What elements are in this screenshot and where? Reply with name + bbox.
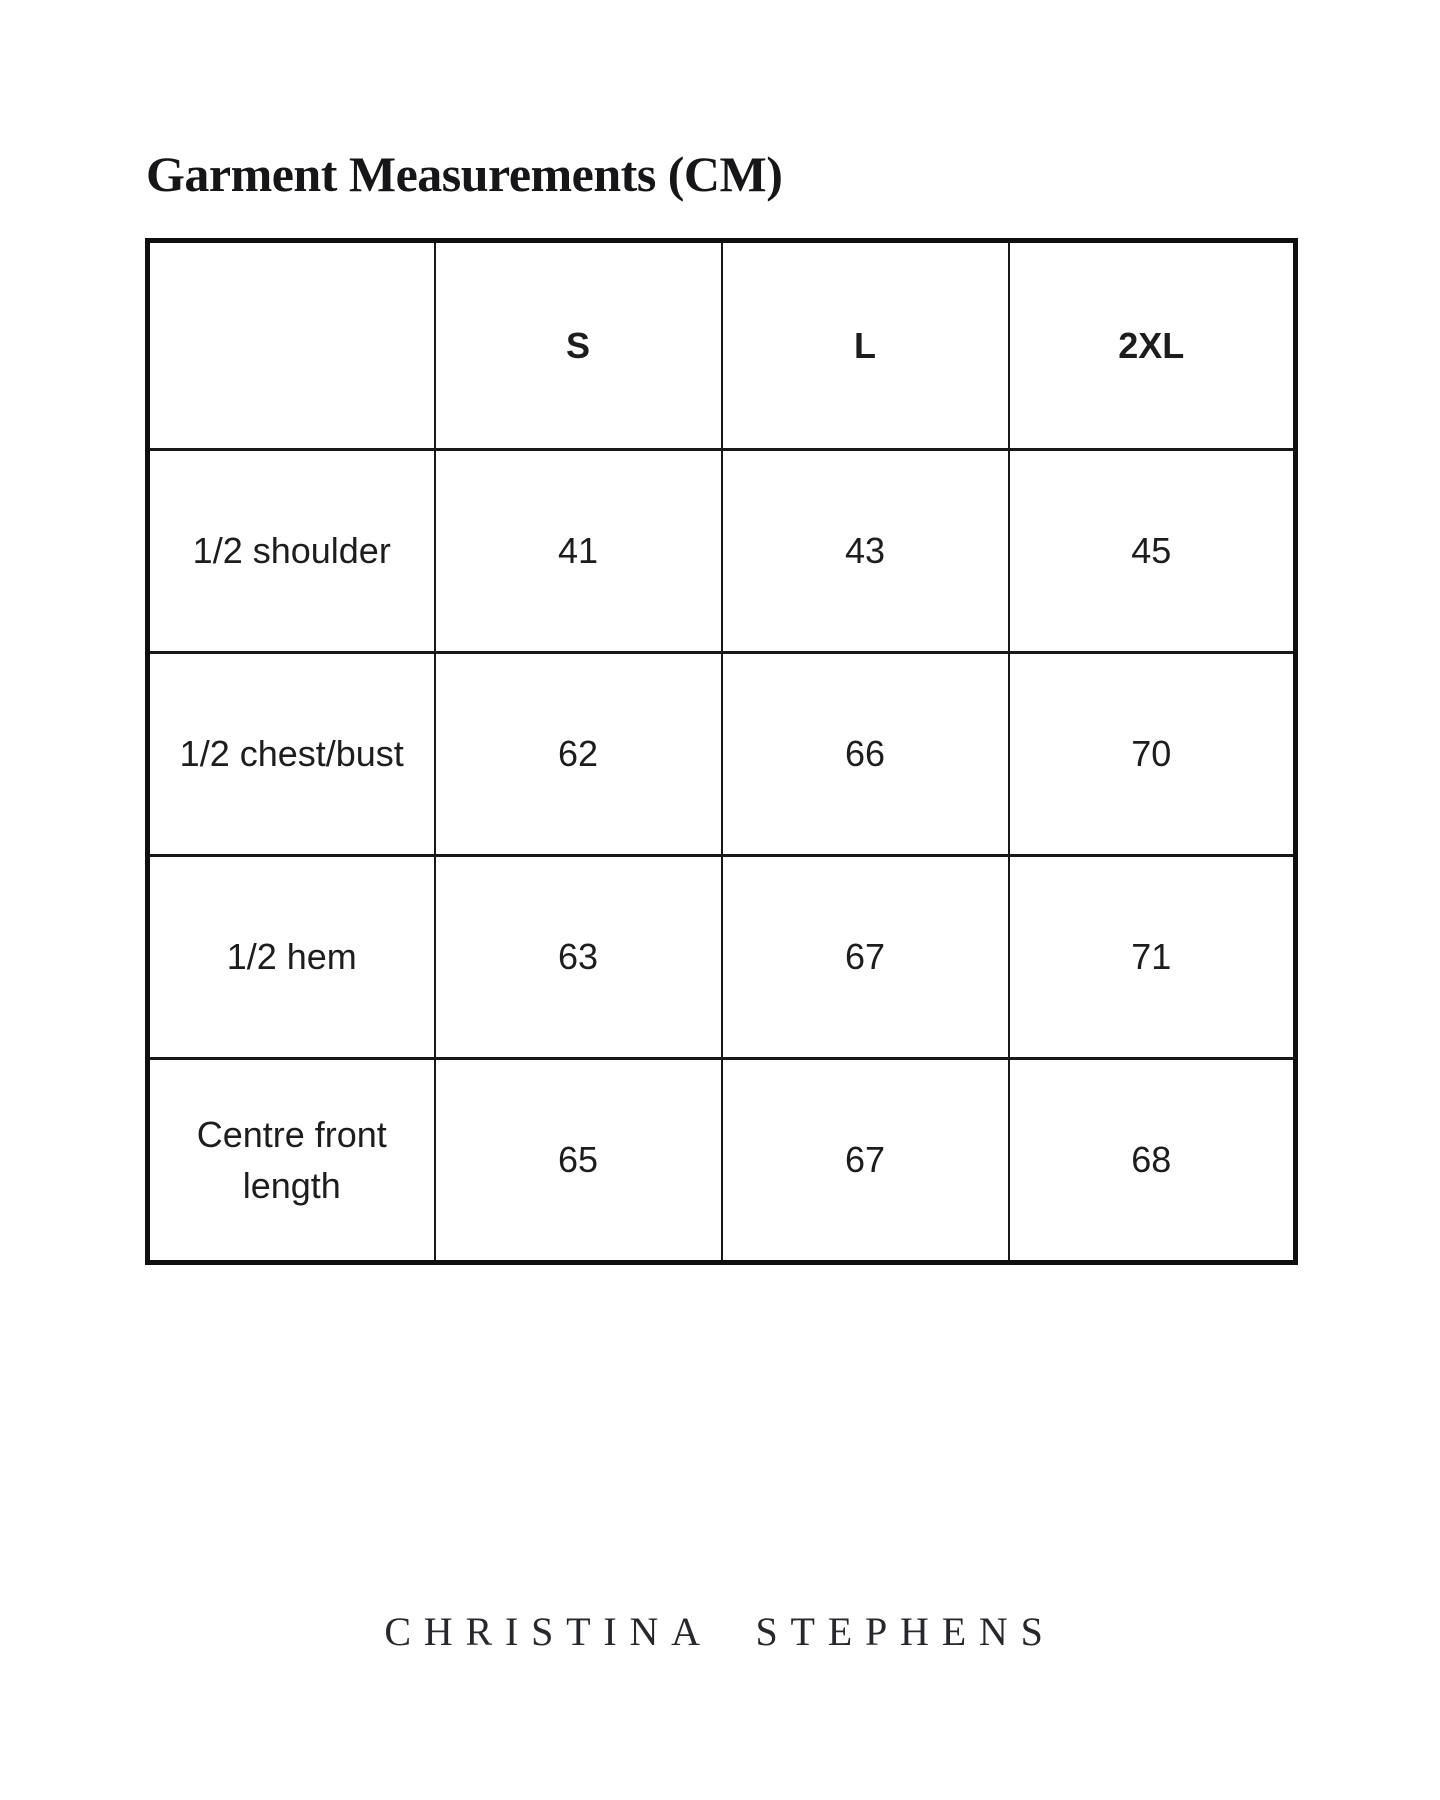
table-row-centre-front-length xyxy=(148,1059,1296,1263)
row-label: Centre front length xyxy=(148,1059,435,1263)
cell-value: 67 xyxy=(722,1059,1009,1263)
row-label: 1/2 hem xyxy=(148,856,435,1059)
size-header-s: S xyxy=(435,241,722,450)
size-header-2xl: 2XL xyxy=(1009,241,1296,450)
cell-value: 65 xyxy=(435,1059,722,1263)
page-title: Garment Measurements (CM) xyxy=(146,146,783,202)
cell-value: 67 xyxy=(722,856,1009,1059)
row-label: 1/2 shoulder xyxy=(148,450,435,653)
size-header-l: L xyxy=(722,241,1009,450)
table-row-hem xyxy=(148,856,1296,1059)
row-label: 1/2 chest/bust xyxy=(148,653,435,856)
cell-value: 45 xyxy=(1009,450,1296,653)
garment-measurements-table xyxy=(145,238,1298,1265)
brand-logo: CHRISTINA STEPHENS xyxy=(384,1609,1056,1654)
cell-value: 41 xyxy=(435,450,722,653)
cell-value: 66 xyxy=(722,653,1009,856)
cell-value: 63 xyxy=(435,856,722,1059)
table-corner-cell xyxy=(148,241,435,450)
cell-value: 43 xyxy=(722,450,1009,653)
table-header-row xyxy=(148,241,1296,450)
table-row-chest-bust xyxy=(148,653,1296,856)
cell-value: 70 xyxy=(1009,653,1296,856)
table-row-shoulder xyxy=(148,450,1296,653)
cell-value: 68 xyxy=(1009,1059,1296,1263)
cell-value: 71 xyxy=(1009,856,1296,1059)
cell-value: 62 xyxy=(435,653,722,856)
